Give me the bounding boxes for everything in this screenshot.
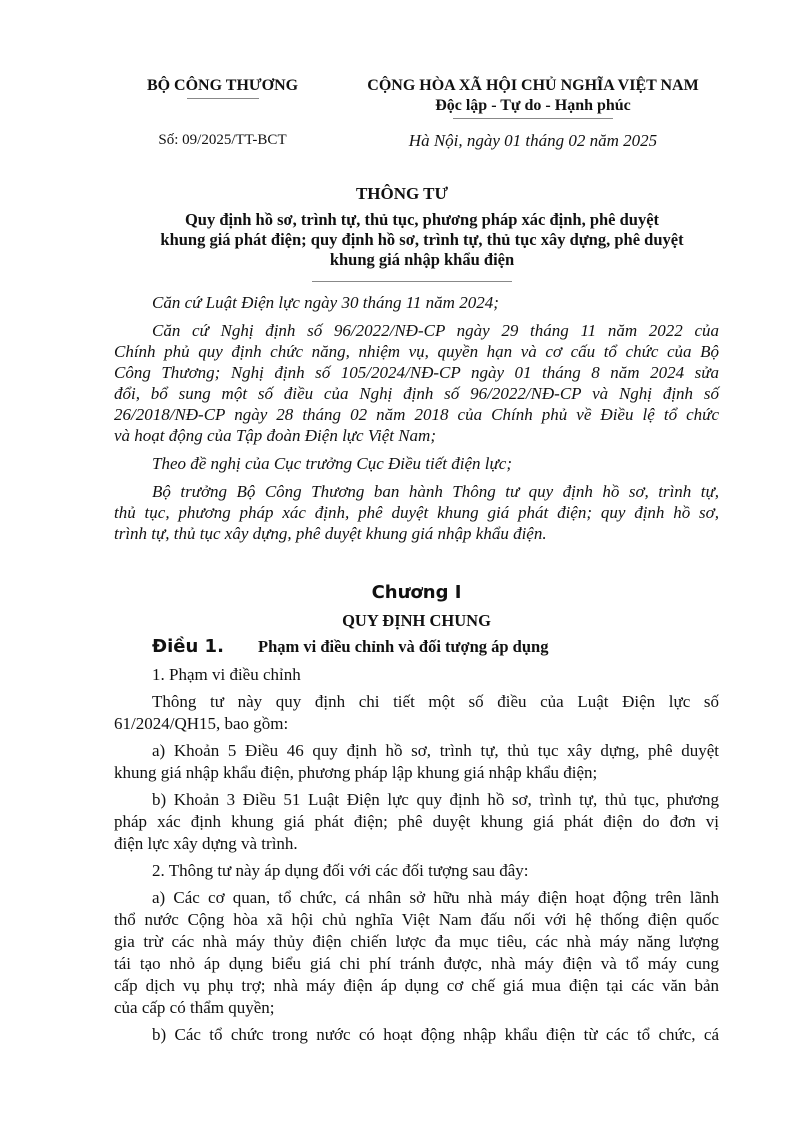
subject-line: khung giá nhập khẩu điện — [329, 250, 515, 269]
subject-line: Quy định hồ sơ, trình tự, thủ tục, phương pháp xác định, phê duyệt — [184, 210, 660, 229]
text-line: thủ tục, phương pháp xác định, phê duyệt khung giá phát điện; quy định hồ sơ, — [114, 503, 719, 522]
text-line: của cấp có thẩm quyền; — [114, 998, 275, 1017]
text-line: gia trừ các nhà máy thủy điện chiến lược đa mục tiêu, các nhà máy năng lượng — [114, 932, 719, 951]
text-line: b) Khoản 3 Điều 51 Luật Điện lực quy định hồ sơ, trình tự, thủ tục, phương — [152, 790, 719, 809]
preamble-legal-basis-law: Căn cứ Luật Điện lực ngày 30 tháng 11 năm 2024; — [152, 293, 499, 312]
text-line: và hoạt động của Tập đoàn Điện lực Việt Nam; — [114, 426, 436, 445]
subject-underline — [312, 281, 512, 282]
text-line: trình tự, thủ tục xây dựng, phê duyệt khung giá nhập khẩu điện. — [114, 524, 547, 543]
text-line: a) Các cơ quan, tổ chức, cá nhân sở hữu nhà máy điện hoạt động trên lãnh — [152, 888, 719, 907]
point-text — [114, 789, 719, 855]
article-title: Phạm vi điều chỉnh và đối tượng áp dụng — [258, 637, 549, 656]
chapter-title: QUY ĐỊNH CHUNG — [342, 611, 491, 630]
point-text — [114, 887, 719, 1019]
document-number: Số: 09/2025/TT-BCT — [158, 132, 287, 148]
clause-text — [114, 691, 719, 735]
ministry-underline — [187, 98, 259, 99]
text-line: khung giá nhập khẩu điện, phương pháp lập khung giá nhập khẩu điện; — [114, 763, 598, 782]
subject-line: khung giá phát điện; quy định hồ sơ, trình tự, thủ tục xây dựng, phê duyệt — [160, 230, 684, 249]
document-type: THÔNG TƯ — [355, 184, 449, 203]
text-line: pháp xác định khung giá phát điện; phê duyệt khung giá phát điện do đơn vị — [114, 812, 719, 831]
text-line: Căn cứ Nghị định số 96/2022/NĐ-CP ngày 29 tháng 11 năm 2022 của — [152, 321, 719, 340]
national-motto: Độc lập - Tự do - Hạnh phúc — [435, 97, 631, 114]
text-line: tái tạo nhỏ áp dụng biểu giá chi phí tránh được, nhà máy điện và tổ máy cung — [114, 954, 719, 973]
preamble-proposal: Theo đề nghị của Cục trưởng Cục Điều tiết điện lực; — [152, 454, 512, 473]
text-line: Công Thương; Nghị định số 105/2024/NĐ-CP ngày 01 tháng 8 năm 2024 sửa — [114, 363, 719, 382]
text-line: cấp dịch vụ phụ trợ; nhà máy điện áp dụng cơ chế giá mua điện tại các văn bản — [114, 976, 719, 995]
clause-heading: 1. Phạm vi điều chỉnh — [152, 665, 301, 684]
ministry-name: BỘ CÔNG THƯƠNG — [146, 77, 299, 94]
text-line: b) Các tổ chức trong nước có hoạt động nhập khẩu điện từ các tổ chức, cá — [152, 1025, 719, 1044]
preamble-enactment — [114, 481, 719, 544]
point-text — [114, 1024, 719, 1046]
text-line: Bộ trưởng Bộ Công Thương ban hành Thông tư quy định hồ sơ, trình tự, — [152, 482, 719, 501]
nation-name: CỘNG HÒA XÃ HỘI CHỦ NGHĨA VIỆT NAM — [367, 77, 699, 94]
motto-underline — [453, 118, 613, 119]
text-line: a) Khoản 5 Điều 46 quy định hồ sơ, trình tự, thủ tục xây dựng, phê duyệt — [152, 741, 719, 760]
text-line: Thông tư này quy định chi tiết một số điều của Luật Điện lực số — [152, 692, 719, 711]
ministry-block — [120, 76, 325, 99]
place-date: Hà Nội, ngày 01 tháng 02 năm 2025 — [408, 131, 658, 150]
national-block — [340, 76, 726, 119]
article-number: Điều 1. — [152, 636, 224, 657]
text-line: 26/2018/NĐ-CP ngày 28 tháng 02 năm 2018 của Chính phủ về Điều lệ tổ chức — [114, 405, 719, 424]
chapter-number: Chương I — [371, 582, 462, 603]
clause-heading: 2. Thông tư này áp dụng đối với các đối tượng sau đây: — [152, 861, 529, 880]
point-text — [114, 740, 719, 784]
preamble-legal-basis-decrees — [114, 320, 719, 446]
article-body — [114, 664, 719, 1051]
document-subject — [110, 210, 734, 270]
text-line: điện lực xây dựng và trình. — [114, 834, 298, 853]
text-line: đổi, bổ sung một số điều của Nghị định số 96/2022/NĐ-CP và Nghị định số — [114, 384, 719, 403]
text-line: 61/2024/QH15, bao gồm: — [114, 714, 289, 733]
article-heading — [152, 636, 752, 657]
text-line: thổ nước Cộng hòa xã hội chủ nghĩa Việt Nam đấu nối với hệ thống điện quốc — [114, 910, 719, 929]
preamble — [114, 292, 719, 551]
text-line: Chính phủ quy định chức năng, nhiệm vụ, quyền hạn và cơ cấu tổ chức của Bộ — [114, 342, 719, 361]
